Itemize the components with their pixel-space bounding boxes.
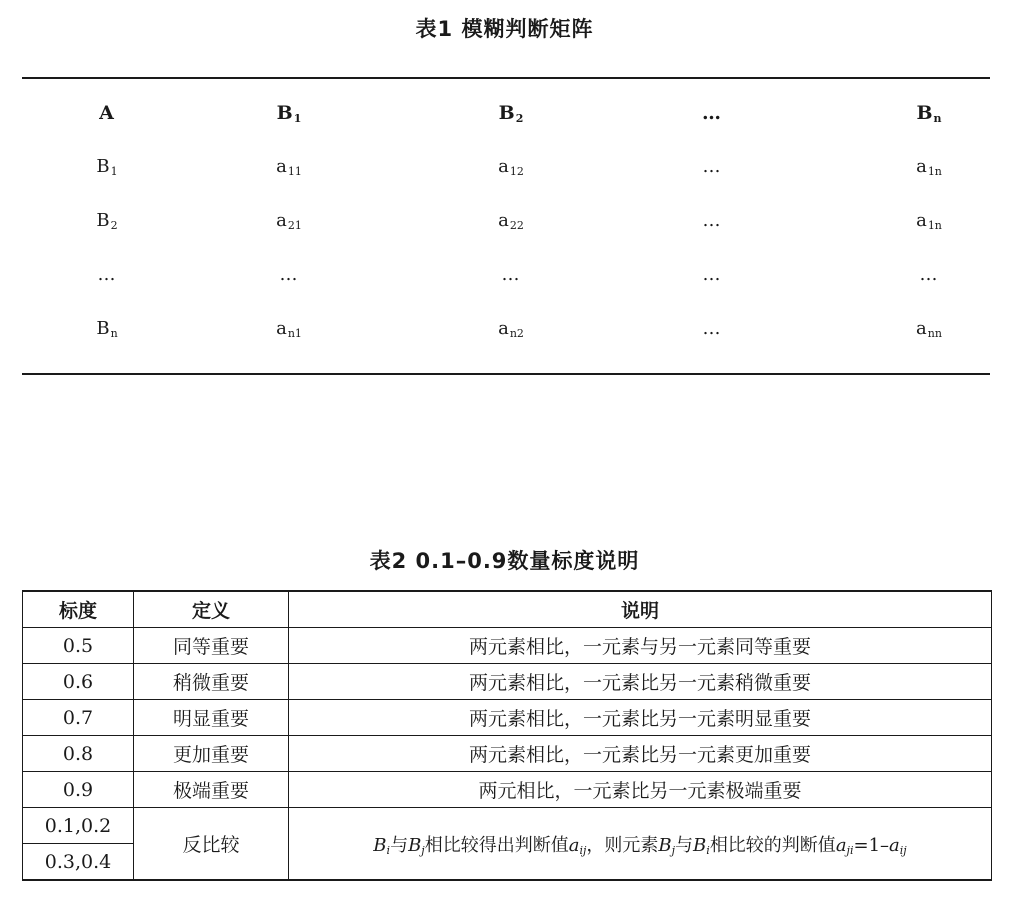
matrix-row — [22, 255, 990, 295]
matrix-header-cell: $B_n$ — [916, 102, 942, 125]
cell-note: 两元素相比，一元素与另一元素同等重要 — [289, 628, 992, 664]
matrix-cell: $a_{nn}$ — [916, 318, 942, 340]
matrix-header-cell: A — [99, 102, 114, 124]
cell-definition: 更加重要 — [134, 736, 289, 772]
cell-note: 两元素相比，一元素比另一元素明显重要 — [289, 700, 992, 736]
table2-row — [23, 736, 992, 772]
matrix-cell: … — [702, 318, 721, 339]
matrix-cell: $B_2$ — [96, 210, 118, 232]
cell-scale: 0.5 — [23, 628, 134, 664]
matrix-cell: $a_{22}$ — [498, 210, 524, 232]
matrix-row — [22, 309, 990, 349]
matrix-cell: … — [501, 264, 520, 285]
matrix-cell: … — [97, 264, 116, 285]
cell-scale: 0.9 — [23, 772, 134, 808]
header-note: 说明 — [289, 591, 992, 628]
cell-definition-reverse: 反比较 — [134, 808, 289, 881]
header-definition: 定义 — [134, 591, 289, 628]
matrix-cell: $B_n$ — [96, 318, 118, 340]
cell-scale: 0.7 — [23, 700, 134, 736]
matrix-header-cell: … — [702, 102, 721, 124]
table2-row — [23, 700, 992, 736]
cell-scale-reverse-b: 0.3,0.4 — [23, 844, 134, 881]
cell-definition: 明显重要 — [134, 700, 289, 736]
cell-scale-reverse-a: 0.1,0.2 — [23, 808, 134, 844]
matrix-cell: … — [702, 264, 721, 285]
matrix-cell: $a_{21}$ — [276, 210, 302, 232]
table2-row — [23, 628, 992, 664]
cell-scale: 0.6 — [23, 664, 134, 700]
matrix-row — [22, 201, 990, 241]
table1-caption: 表1 模糊判断矩阵 — [415, 17, 594, 41]
table2-row — [23, 772, 992, 808]
scale-description-table — [22, 590, 992, 881]
cell-scale: 0.8 — [23, 736, 134, 772]
cell-definition: 极端重要 — [134, 772, 289, 808]
matrix-cell: … — [702, 156, 721, 177]
matrix-cell: $B_1$ — [96, 156, 118, 178]
table2-caption: 表2 0.1–0.9数量标度说明 — [369, 549, 640, 573]
cell-note: 两元相比，一元素比另一元素极端重要 — [289, 772, 992, 808]
cell-note: 两元素相比，一元素比另一元素更加重要 — [289, 736, 992, 772]
matrix-cell: $a_{1n}$ — [916, 156, 942, 178]
matrix-cell: $a_{12}$ — [498, 156, 524, 178]
matrix-header-row — [22, 93, 990, 133]
matrix-row — [22, 147, 990, 187]
cell-definition: 同等重要 — [134, 628, 289, 664]
cell-note-reverse: $B_i$与$B_j$相比较得出判断值$a_{ij}$，则元素$B_j$与$B_i$相比较的判断值$a_{ji}=1-a_{ij}$ — [289, 808, 992, 881]
table2-row-reverse — [23, 808, 992, 844]
cell-definition: 稍微重要 — [134, 664, 289, 700]
matrix-cell: $a_{1n}$ — [916, 210, 942, 232]
matrix-cell: … — [279, 264, 298, 285]
matrix-cell: … — [702, 210, 721, 231]
table2-header-row — [23, 591, 992, 628]
matrix-cell: $a_{n1}$ — [276, 318, 302, 340]
matrix-header-cell: $B_2$ — [498, 102, 524, 125]
matrix-cell: $a_{n2}$ — [498, 318, 524, 340]
header-scale: 标度 — [23, 591, 134, 628]
table2-row — [23, 664, 992, 700]
matrix-cell: $a_{11}$ — [276, 156, 302, 178]
cell-note: 两元素相比，一元素比另一元素稍微重要 — [289, 664, 992, 700]
matrix-cell: … — [919, 264, 938, 285]
matrix-header-cell: $B_1$ — [276, 102, 302, 125]
fuzzy-judgment-matrix — [22, 77, 990, 375]
